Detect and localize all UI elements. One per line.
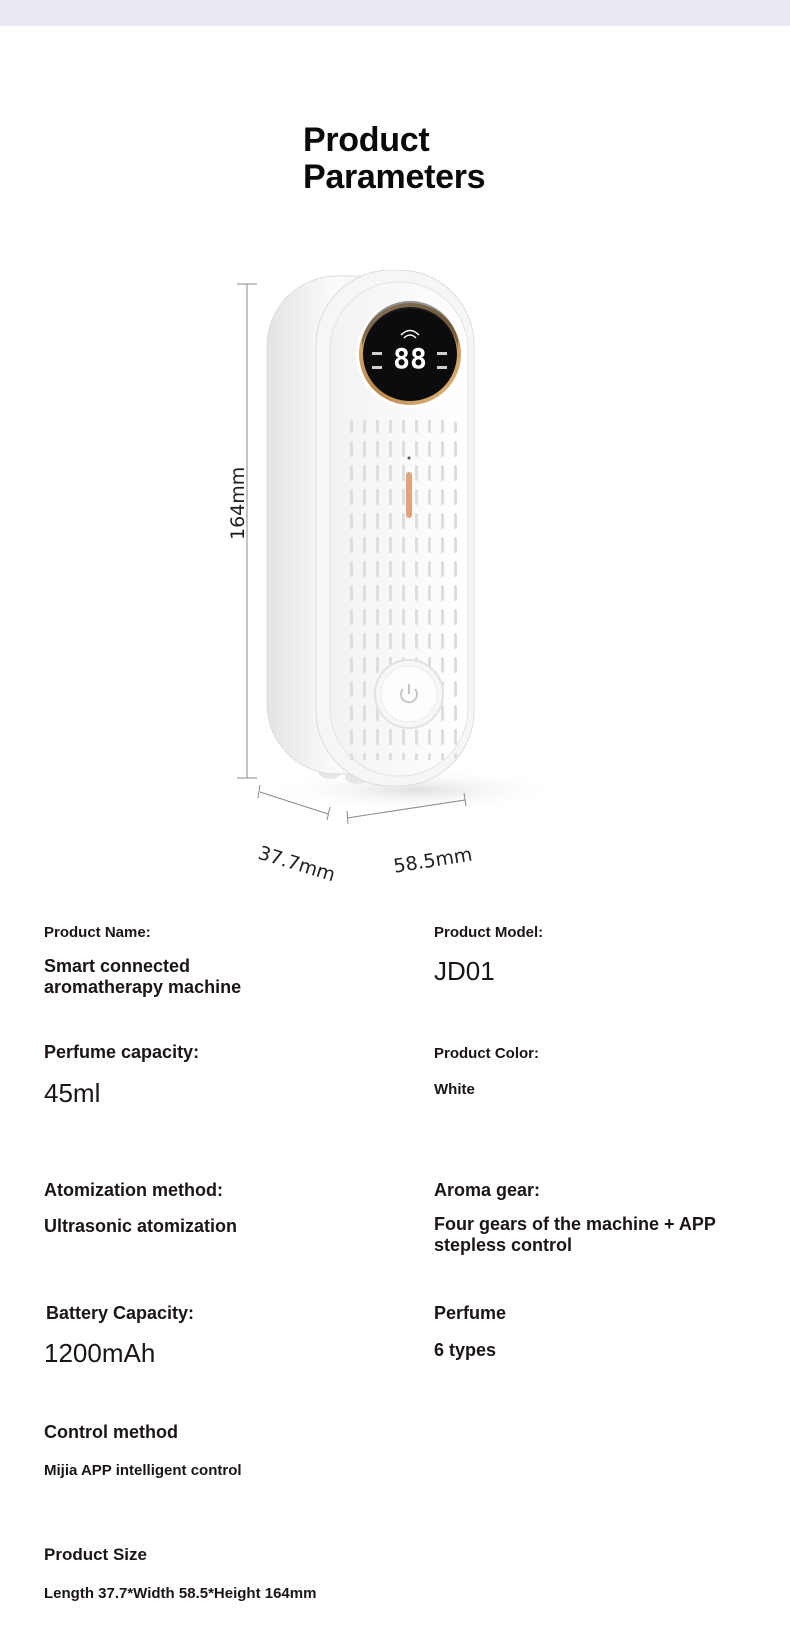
control-method-label: Control method <box>44 1422 178 1442</box>
svg-text:88: 88 <box>393 342 427 375</box>
perfume-capacity-label: Perfume capacity: <box>44 1042 200 1062</box>
title-line-1: Product <box>303 121 430 159</box>
title-line-2: Parameters <box>303 158 486 196</box>
atomization-method-label: Atomization method: <box>44 1180 223 1200</box>
product-model-value: JD01 <box>434 956 495 986</box>
top-bar <box>0 0 790 26</box>
height-dimension-label: 164mm <box>227 466 249 540</box>
product-color-label: Product Color: <box>434 1045 539 1062</box>
product-color-value: White <box>434 1081 475 1098</box>
perfume-label: Perfume <box>434 1303 507 1323</box>
product-size-value: Length 37.7*Width 58.5*Height 164mm <box>44 1585 317 1602</box>
display-screen <box>356 300 464 408</box>
control-method-value: Mijia APP intelligent control <box>44 1462 242 1479</box>
perfume-value: 6 types <box>434 1340 497 1360</box>
width-dimension-label: 58.5mm <box>392 843 474 878</box>
aroma-gear-label: Aroma gear: <box>434 1180 541 1200</box>
perfume-capacity-value: 45ml <box>44 1078 101 1108</box>
product-model-label: Product Model: <box>434 924 544 941</box>
battery-capacity-value: 1200mAh <box>44 1338 156 1368</box>
atomization-method-value: Ultrasonic atomization <box>44 1216 238 1236</box>
depth-dimension-label: 37.7mm <box>255 842 338 887</box>
product-name-label: Product Name: <box>44 924 151 941</box>
product-illustration <box>190 270 570 890</box>
product-size-label: Product Size <box>44 1545 147 1564</box>
aroma-gear-value: Four gears of the machine + APP stepless control <box>434 1214 716 1255</box>
page-title <box>303 122 485 196</box>
product-name-value: Smart connected aromatherapy machine <box>44 956 242 997</box>
battery-capacity-label: Battery Capacity: <box>46 1303 195 1323</box>
